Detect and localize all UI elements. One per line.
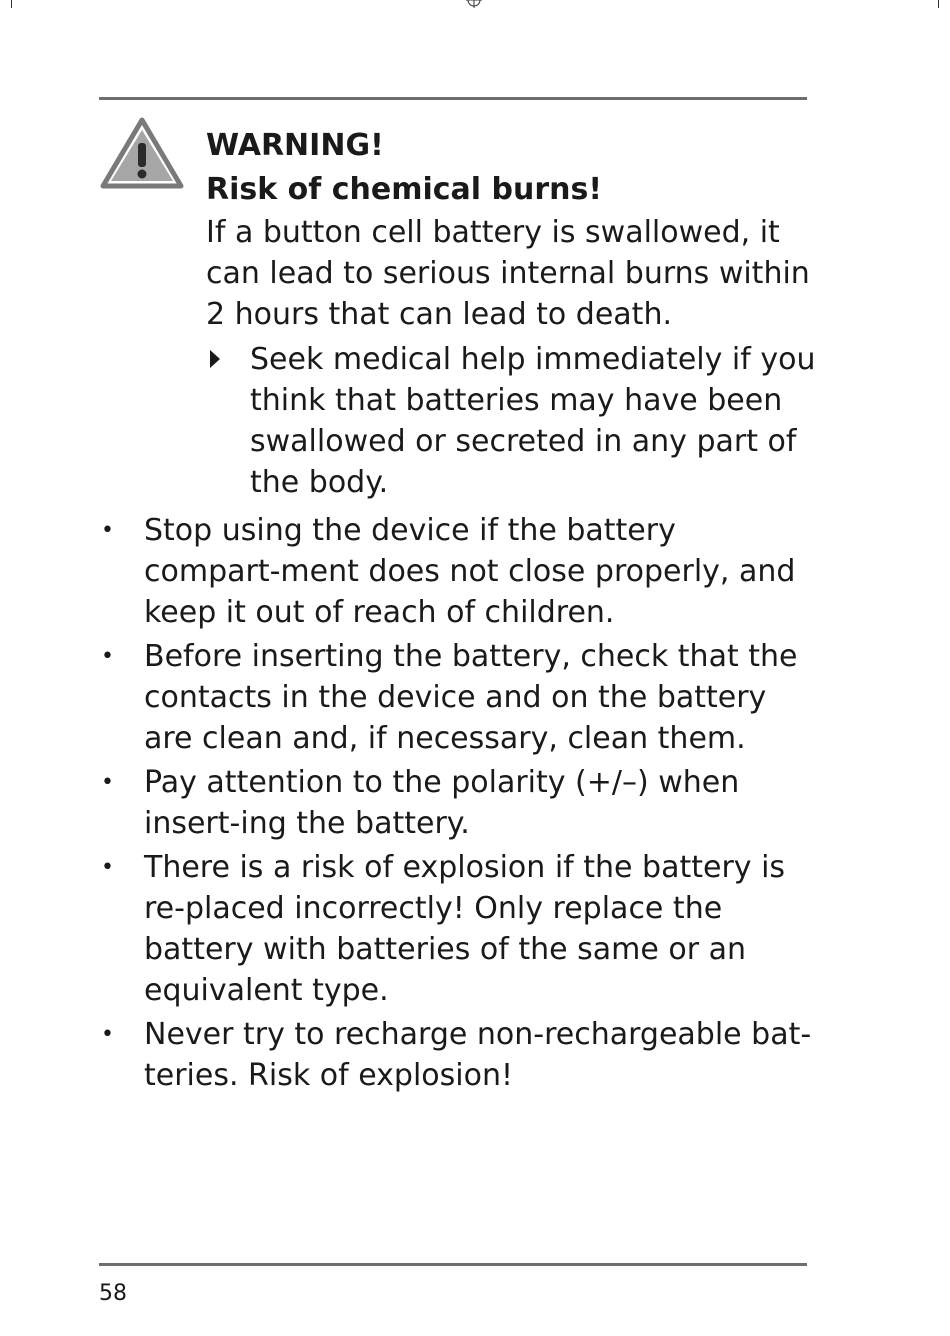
safety-bullet-list <box>99 510 819 1099</box>
list-item <box>99 1014 819 1096</box>
list-item-text: There is a risk of explosion if the battery is re-placed incorrectly! Only replace the battery with batteries of the same or an equivalent type. <box>144 850 786 1008</box>
bullet-icon: • <box>101 644 114 669</box>
bullet-icon: • <box>101 855 114 880</box>
list-item <box>99 636 819 759</box>
warning-block <box>206 124 816 503</box>
list-item-text: Before inserting the battery, check that the contacts in the device and on the battery are clean and, if necessary, clean them. <box>144 639 798 756</box>
list-item-text: Never try to recharge non-rechargeable bat-teries. Risk of explosion! <box>144 1017 812 1093</box>
list-item-text: Stop using the device if the battery compart-ment does not close properly, and keep it out of reach of children. <box>144 513 796 630</box>
top-rule <box>99 97 807 100</box>
bottom-rule <box>99 1263 807 1266</box>
bullet-icon: • <box>101 770 114 795</box>
warning-heading: WARNING! <box>206 128 384 163</box>
registration-mark-icon <box>466 0 482 8</box>
list-item <box>99 762 819 844</box>
warning-action <box>206 339 816 503</box>
crop-mark-left <box>11 0 12 8</box>
warning-text: If a button cell battery is swallowed, it can lead to serious internal burns within 2 hours that can lead to death. <box>206 215 810 332</box>
crop-mark-right <box>938 0 939 8</box>
bullet-icon: • <box>101 518 114 543</box>
list-item-text: Pay attention to the polarity (+/–) when insert-ing the battery. <box>144 765 740 841</box>
list-item <box>99 510 819 633</box>
list-item <box>99 847 819 1011</box>
bullet-icon: • <box>101 1022 114 1047</box>
warning-triangle-icon <box>99 116 185 190</box>
warning-action-text: Seek medical help immediately if you think that batteries may have been swallowed or secreted in any part of the body. <box>250 342 816 500</box>
page-number: 58 <box>99 1281 127 1306</box>
arrow-right-icon <box>208 348 222 370</box>
warning-subheading: Risk of chemical burns! <box>206 172 603 207</box>
